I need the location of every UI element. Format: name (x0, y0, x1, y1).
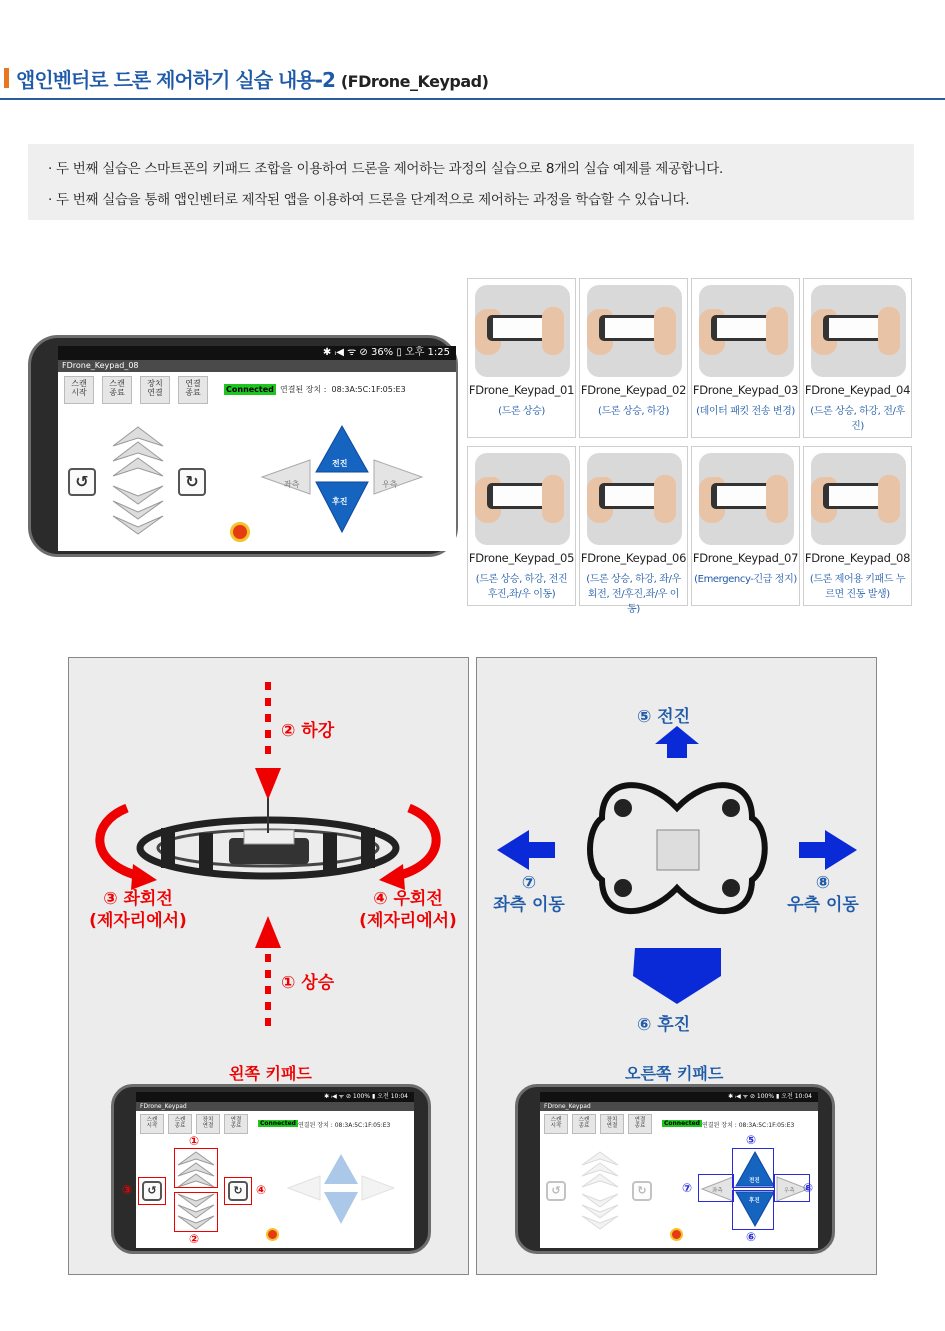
example-card[interactable] (579, 446, 688, 615)
mini-device-info: 연결된 장치 : 08:3A:5C:1F:05:E3 (298, 1122, 391, 1129)
rotate-right-label (353, 888, 463, 932)
move-left-text: 좌측 이동 (493, 895, 565, 915)
ascend-label: ① 상승 (281, 973, 335, 993)
rotate-right-label-1: ④ 우회전 (373, 889, 443, 909)
mini-right-keypad-faded (286, 1152, 396, 1228)
left-label: 좌측 (284, 480, 300, 489)
down-arrow-icon[interactable] (113, 486, 163, 504)
phone-illustration (28, 335, 458, 557)
mini-connected-badge: Connected (664, 1120, 700, 1127)
mini-screen-left (122, 1092, 414, 1248)
example-name: FDrone_Keypad_04 (804, 383, 911, 397)
example-card[interactable] (803, 446, 912, 606)
example-desc: (드론 상승, 하강) (598, 406, 669, 417)
num-backward: ⑥ (746, 1230, 757, 1244)
connected-badge: Connected (226, 385, 274, 394)
mini-emergency-stop-right[interactable] (670, 1228, 683, 1241)
example-thumbnail (811, 285, 906, 377)
example-thumbnail (587, 453, 682, 545)
example-desc: (드론 상승, 하강, 좌/우 회전, 전/후진,좌/우 이동) (586, 574, 681, 615)
example-desc: (드론 상승, 하강, 전/후진) (810, 406, 905, 432)
highlight-rotate-left-box (138, 1177, 166, 1205)
rotate-right-label-2: (제자리에서) (359, 911, 457, 931)
header-marker (4, 68, 9, 88)
device-info (280, 384, 406, 395)
mini-right-label: 우측 (784, 1188, 795, 1194)
num-move-left: ⑦ (682, 1181, 693, 1195)
mini-scan-start-button[interactable]: 스캔 시작 (140, 1114, 164, 1134)
example-thumbnail (587, 285, 682, 377)
highlight-forward-box (732, 1148, 774, 1188)
intro-line-2: · 두 번째 실습을 통해 앱인벤터로 제작된 앱을 이용하여 드론을 단계적으로 제어하는 과정을 학습할 수 있습니다. (48, 192, 690, 208)
highlight-up-box (174, 1148, 218, 1188)
right-label: 우측 (382, 480, 398, 489)
example-name: FDrone_Keypad_06 (580, 551, 687, 565)
mini-emergency-stop-left[interactable] (266, 1228, 279, 1241)
mini-rotate-right-icon[interactable]: ↻ (632, 1181, 652, 1201)
mini-status-bar: ✱ ᵢ◀ ᯤ ⊘ 100% ▮ 오전 10:04 (136, 1092, 414, 1102)
example-card[interactable] (467, 278, 576, 438)
left-keypad-caption: 왼쪽 키패드 (229, 1064, 312, 1083)
intro-box (28, 144, 914, 220)
move-right-label (785, 872, 861, 916)
descend-label: ② 하강 (281, 721, 335, 741)
forward-label: 전진 (332, 459, 348, 468)
backward-arrow-icon (633, 948, 721, 1004)
example-thumbnail (475, 285, 570, 377)
mini-disconnect-button[interactable]: 연결 종료 (628, 1114, 652, 1134)
mini-screen-right (540, 1092, 818, 1248)
example-card[interactable] (691, 446, 800, 606)
example-desc: (Emergency-긴급 정지) (694, 574, 797, 585)
emergency-stop-button[interactable] (230, 522, 250, 542)
mini-connected-badge: Connected (260, 1120, 296, 1127)
move-right-num: ⑧ (815, 873, 831, 893)
title-text: 앱인벤터로 드론 제어하기 실습 내용-2 (16, 68, 335, 92)
disconnect-button[interactable]: 연결 종료 (178, 376, 208, 404)
example-card[interactable] (579, 278, 688, 438)
drone-side-icon (140, 798, 396, 876)
mini-status-bar: ✱ ᵢ◀ ᯤ ⊘ 100% ▮ 오전 10:04 (540, 1092, 818, 1102)
example-thumbnail (475, 453, 570, 545)
backward-label: ⑥ 후진 (637, 1015, 691, 1035)
rotate-left-arrowhead (131, 864, 157, 890)
example-thumbnail (811, 453, 906, 545)
example-card[interactable] (691, 278, 800, 438)
highlight-left-box (698, 1174, 734, 1202)
move-left-num: ⑦ (521, 873, 537, 893)
scan-stop-button[interactable]: 스캔 종료 (102, 376, 132, 404)
device-label: 연결된 장치 : (280, 385, 327, 394)
up-arrow-icon (255, 916, 281, 948)
backward-triangle[interactable] (316, 482, 368, 532)
drone-top-icon (590, 785, 765, 911)
example-name: FDrone_Keypad_03 (692, 383, 799, 397)
rotate-left-icon[interactable]: ↺ (68, 468, 96, 496)
device-connect-button[interactable]: 장치 연결 (140, 376, 170, 404)
example-thumbnail (699, 285, 794, 377)
device-address: 08:3A:5C:1F:05:E3 (331, 385, 406, 394)
move-left-label (491, 872, 567, 916)
forward-label: ⑤ 전진 (637, 707, 691, 727)
mini-forward-label: 전진 (749, 1178, 760, 1184)
mini-app-title: FDrone_Keypad (540, 1102, 818, 1111)
mini-rotate-left-icon[interactable]: ↺ (142, 1181, 162, 1201)
page-header (0, 62, 945, 100)
mini-device-info: 연결된 장치 : 08:3A:5C:1F:05:E3 (702, 1122, 795, 1129)
example-desc: (드론 제어용 키패드 누르면 진동 발생) (809, 574, 906, 600)
left-keypad-arrows (108, 424, 168, 534)
example-card[interactable] (803, 278, 912, 438)
status-bar: ✱ ᵢ◀ ᯤ ⊘ 36% ▯ 오후 1:25 (58, 346, 456, 360)
num-forward: ⑤ (746, 1133, 757, 1147)
backward-label: 후진 (332, 497, 348, 506)
rotate-right-icon[interactable]: ↻ (178, 468, 206, 496)
drone-vertical-diagram (69, 658, 470, 1078)
example-card[interactable] (467, 446, 576, 606)
num-descend: ② (189, 1232, 200, 1246)
rotate-left-label-2: (제자리에서) (89, 911, 187, 931)
mini-phone-right (515, 1084, 835, 1254)
mini-scan-stop-button[interactable]: 스캔 종료 (572, 1114, 596, 1134)
example-name: FDrone_Keypad_05 (468, 551, 575, 565)
right-keypad-panel (476, 657, 877, 1275)
up-arrow-icon-3 (113, 458, 163, 476)
mini-scan-start-button[interactable]: 스캔 시작 (544, 1114, 568, 1134)
mini-backward-label: 후진 (749, 1198, 760, 1204)
page-subtitle: (FDrone_Keypad) (340, 72, 489, 91)
mini-disconnect-button[interactable]: 연결 종료 (224, 1114, 248, 1134)
mini-app-title: FDrone_Keypad (136, 1102, 414, 1111)
highlight-rotate-right-box (224, 1177, 252, 1205)
example-name: FDrone_Keypad_08 (804, 551, 911, 565)
rotate-left-label (83, 888, 193, 932)
rotate-right-arrowhead (379, 864, 405, 890)
mini-connect-button[interactable]: 장치 연결 (196, 1114, 220, 1134)
example-name: FDrone_Keypad_07 (692, 551, 799, 565)
intro-line-1: · 두 번째 실습은 스마트폰의 키패드 조합을 이용하여 드론을 제어하는 과정의 실습으로 8개의 실습 예제를 제공합니다. (48, 161, 723, 177)
example-name: FDrone_Keypad_01 (468, 383, 575, 397)
example-name: FDrone_Keypad_02 (580, 383, 687, 397)
num-rotate-right: ④ (256, 1183, 267, 1197)
mini-connect-button[interactable]: 장치 연결 (600, 1114, 624, 1134)
rotate-left-label-1: ③ 좌회전 (103, 889, 173, 909)
left-arrow-icon (497, 830, 555, 870)
example-desc: (드론 상승) (498, 406, 545, 417)
mini-left-label: 좌측 (712, 1188, 723, 1194)
page-title (16, 64, 488, 93)
mini-phone-left (111, 1084, 431, 1254)
example-desc: (데이터 패킷 전송 변경) (696, 406, 795, 417)
num-rotate-left: ③ (122, 1183, 133, 1197)
mini-rotate-right-icon[interactable]: ↻ (228, 1181, 248, 1201)
example-desc: (드론 상승, 하강, 전진 후진,좌/우 이동) (475, 574, 568, 600)
mini-rotate-left-icon[interactable]: ↺ (546, 1181, 566, 1201)
highlight-down-box (174, 1192, 218, 1232)
app-title-bar: FDrone_Keypad_08 (58, 360, 456, 372)
right-arrow-icon (799, 830, 857, 870)
num-ascend: ① (189, 1134, 200, 1148)
phone-screen (58, 346, 456, 551)
highlight-backward-box (732, 1190, 774, 1230)
left-keypad-panel (68, 657, 469, 1275)
scan-start-button[interactable]: 스캔 시작 (64, 376, 94, 404)
mini-scan-stop-button[interactable]: 스캔 종료 (168, 1114, 192, 1134)
move-right-text: 우측 이동 (787, 895, 859, 915)
down-arrow-icon (255, 768, 281, 800)
example-thumbnail (699, 453, 794, 545)
right-keypad-caption: 오른쪽 키패드 (625, 1064, 724, 1083)
forward-arrow-icon (655, 726, 699, 758)
num-move-right: ⑧ (803, 1181, 814, 1195)
